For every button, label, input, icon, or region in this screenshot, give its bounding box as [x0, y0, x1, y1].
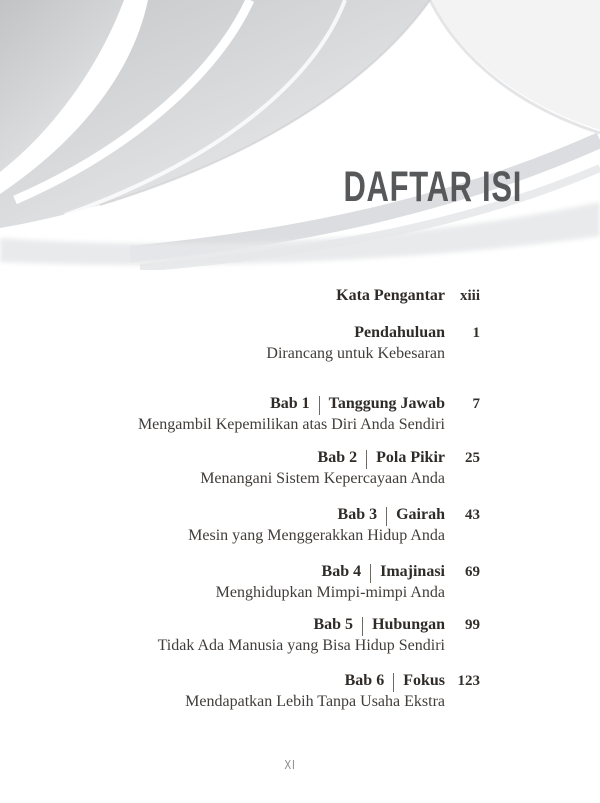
toc-entry	[0, 286, 480, 306]
entry-page-number: 1	[472, 325, 480, 341]
chapter-label: Bab 2	[317, 449, 358, 466]
entry-subtitle: Mengambil Kepemilikan atas Diri Anda Sendiri	[137, 416, 445, 433]
toc-entry	[0, 448, 480, 489]
separator-bar	[319, 396, 320, 415]
entry-page-number: 7	[472, 396, 480, 412]
toc-entry-line	[0, 394, 480, 414]
toc-entry-line	[0, 323, 480, 343]
entry-page-number: 123	[457, 673, 480, 689]
toc-entry-line	[0, 615, 480, 635]
toc-entry	[0, 505, 480, 546]
toc-entry-line	[0, 671, 480, 691]
entry-subtitle: Mendapatkan Lebih Tanpa Usaha Ekstra	[185, 693, 445, 710]
separator-bar	[393, 673, 394, 692]
page-number-folio: XI	[284, 757, 296, 772]
entry-title: Gairah	[396, 506, 445, 523]
separator-bar	[386, 507, 387, 526]
entry-page-number: 25	[465, 450, 480, 466]
entry-page-number: 99	[465, 617, 480, 633]
entry-title: Hubungan	[372, 616, 445, 633]
chapter-label: Bab 3	[337, 506, 378, 523]
entry-title: Fokus	[403, 672, 445, 689]
toc-entry-line	[0, 286, 480, 306]
separator-bar	[366, 450, 367, 469]
separator-bar	[362, 617, 363, 636]
toc-entry-line	[0, 562, 480, 582]
entry-title: Pendahuluan	[354, 324, 445, 341]
entry-subtitle: Dirancang untuk Kebesaran	[266, 345, 445, 362]
entry-title: Kata Pengantar	[336, 287, 445, 304]
entry-page-number: 69	[465, 564, 480, 580]
entry-page-number: xiii	[459, 288, 480, 304]
toc-entry	[0, 323, 480, 364]
toc-entry	[0, 394, 480, 435]
page-title: DAFTAR ISI	[343, 163, 522, 211]
toc-entry	[0, 562, 480, 603]
toc-entry-line	[0, 448, 480, 468]
entry-title: Pola Pikir	[376, 449, 445, 466]
entry-subtitle: Mesin yang Menggerakkan Hidup Anda	[188, 527, 445, 544]
entry-subtitle: Menangani Sistem Kepercayaan Anda	[200, 470, 445, 487]
chapter-label: Bab 4	[321, 563, 362, 580]
toc-entry	[0, 671, 480, 712]
toc-entry-line	[0, 505, 480, 525]
toc-entry	[0, 615, 480, 656]
separator-bar	[370, 564, 371, 583]
entry-page-number: 43	[465, 507, 480, 523]
entry-subtitle: Tidak Ada Manusia yang Bisa Hidup Sendiri	[157, 637, 445, 654]
entry-title: Imajinasi	[380, 563, 445, 580]
chapter-label: Bab 6	[344, 672, 385, 689]
chapter-label: Bab 5	[313, 616, 354, 633]
entry-subtitle: Menghidupkan Mimpi-mimpi Anda	[215, 584, 445, 601]
entry-title: Tanggung Jawab	[328, 395, 445, 412]
chapter-label: Bab 1	[270, 395, 310, 412]
